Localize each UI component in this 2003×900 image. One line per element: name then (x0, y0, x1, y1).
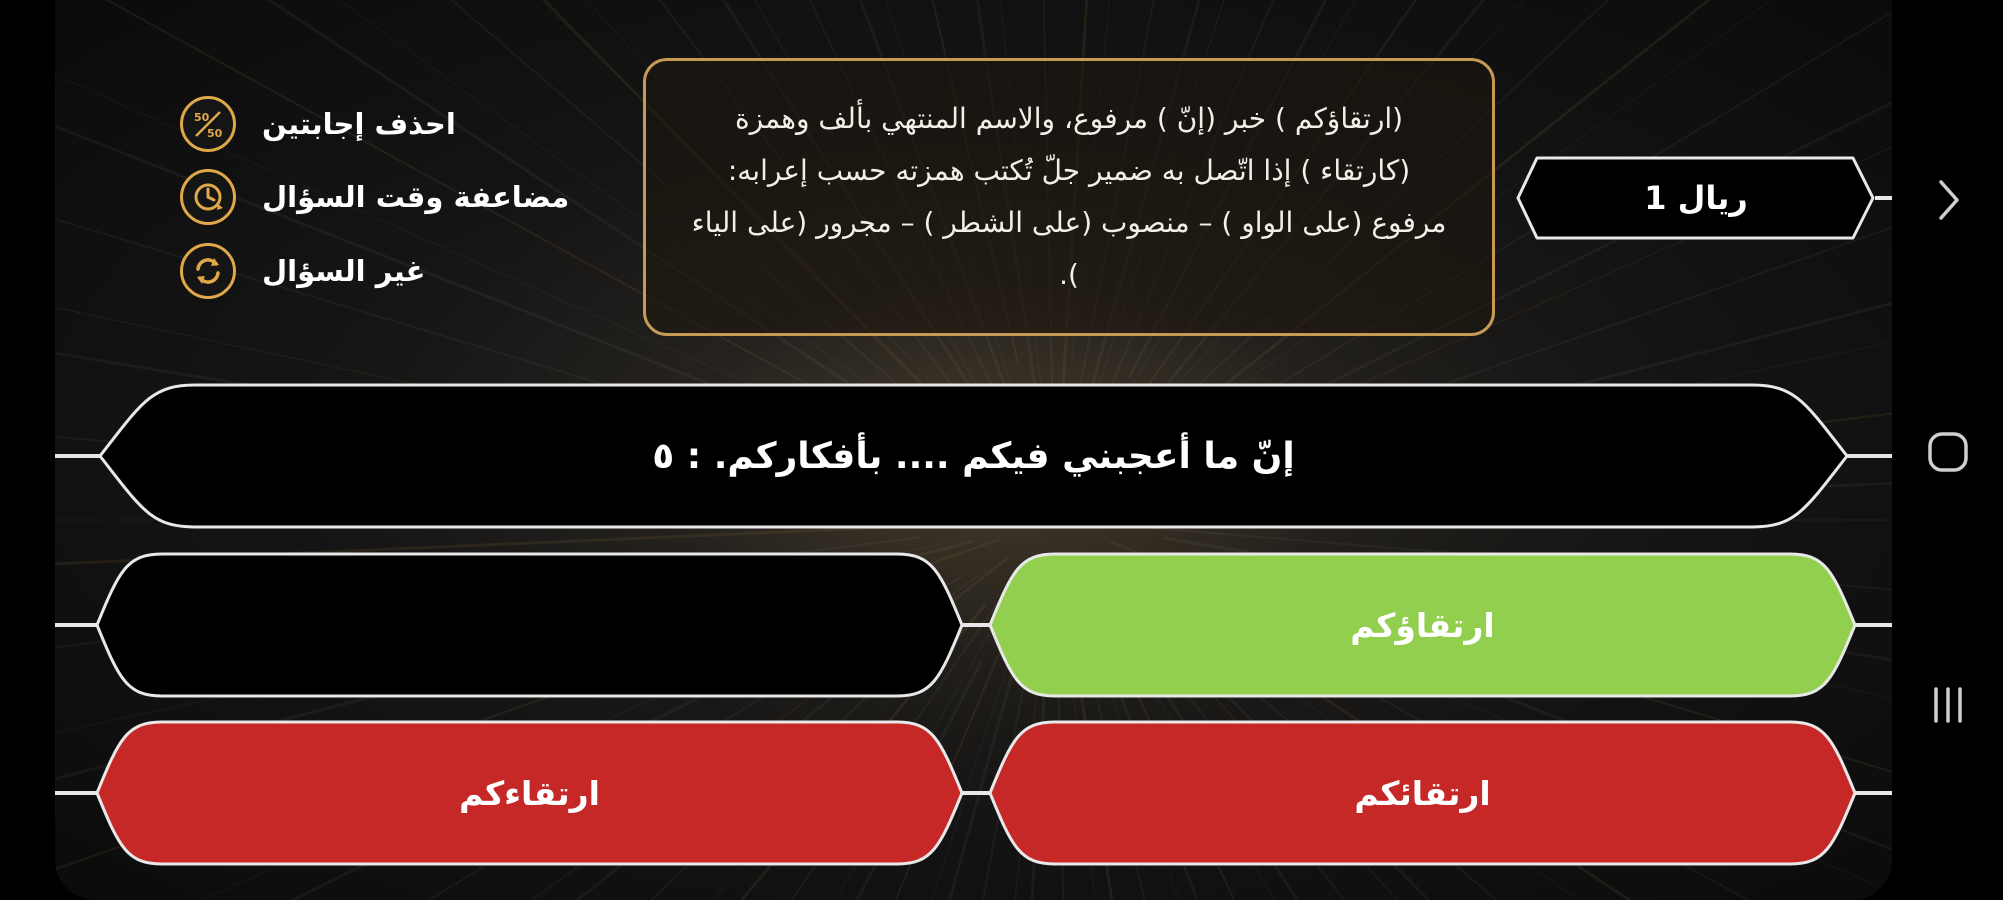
back-button[interactable] (1892, 160, 2003, 240)
home-button[interactable] (1892, 412, 2003, 492)
hint-box (643, 58, 1495, 336)
answer-text: ارتقائكم (1354, 773, 1491, 813)
recents-button[interactable] (1892, 665, 2003, 745)
fifty-fifty-icon (180, 96, 236, 152)
system-nav-bar (1892, 0, 2003, 900)
home-icon (1926, 430, 1970, 474)
lifeline-label: مضاعفة وقت السؤال (262, 180, 570, 214)
answer-text: ارتقاؤكم (1350, 605, 1495, 645)
recents-icon (1928, 685, 1968, 725)
clock-double-icon (180, 169, 236, 225)
chevron-right-icon (1933, 178, 1963, 222)
lifeline-change-question[interactable] (180, 240, 425, 302)
answer-text: ارتقاءكم (459, 773, 600, 813)
game-stage (55, 0, 1892, 900)
lifeline-remove-two[interactable] (180, 93, 456, 155)
lifeline-label: احذف إجابتين (262, 107, 456, 141)
lifeline-label: غير السؤال (262, 254, 426, 288)
prize-connector-line (1875, 196, 1892, 200)
hint-text: (ارتقاؤكم ) خبر (إنّ ) مرفوع، والاسم المنتهي بألف وهمزة (كارتقاء ) إذا اتّصل به ضمير جلّ تُكتب همزته حسب إعرابه: مرفوع (على الواو ) – منصوب (على الشطر ) – مجرور (على الياء ). (691, 102, 1447, 291)
prize-amount: ريال 1 (1644, 179, 1748, 217)
svg-text:50: 50 (207, 127, 223, 140)
question-text: إنّ ما أعجبني فيكم .... بأفكاركم. : ٥ (652, 435, 1295, 477)
svg-text:50: 50 (194, 111, 210, 124)
swap-question-icon (180, 243, 236, 299)
lifeline-double-time[interactable] (180, 166, 569, 228)
answer-text (94, 551, 965, 699)
